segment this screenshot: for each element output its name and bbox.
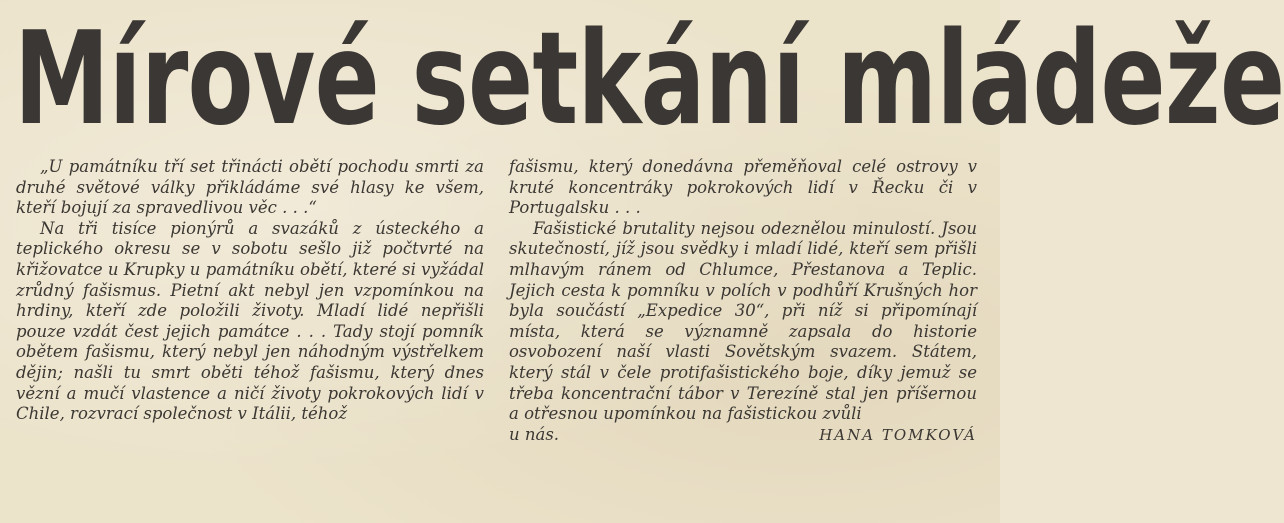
right-column bbox=[509, 157, 977, 445]
author-signature: HANA TOMKOVÁ bbox=[819, 425, 977, 444]
closing-line bbox=[509, 425, 977, 446]
headline: Mírové setkání mládeže bbox=[14, 5, 1284, 154]
paragraph: Fašistické brutality nejsou odeznělou minulostí. Jsou skutečností, jíž jsou svědky i mladí lidé, kteří sem přišli mlhavým ránem od Chlumce, Přestanova a Teplic. Jejich cesta k pomníku v polích v podhůří Krušných hor byla součástí „Expedice 30“, při níž si připomínají místa, která se významně zapsala do historie osvobození naší vlasti Sovětským svazem. Státem, který stál v čele protifašistického boje, díky jemuž se třeba koncentrační tábor v Terezíně stal jen příšernou a otřesnou upomínkou na fašistickou zvůli bbox=[509, 218, 977, 424]
left-column bbox=[16, 157, 484, 425]
closing-text: u nás. bbox=[509, 424, 560, 444]
paragraph: Na tři tisíce pionýrů a svazáků z ústeckého a teplického okresu se v sobotu sešlo již počtvrté na křižovatce u Krupky u památníku obětí, které si vyžádal zrůdný fašismus. Pietní akt nebyl jen vzpomínkou na hrdiny, kteří zde položili životy. Mladí lidé nepřišli pouze vzdát čest jejich památce . . . Tady stojí pomník obětem fašismu, který nebyl jen náhodným výstřelkem dějin; našli tu smrt oběti téhož fašismu, který dnes vězní a mučí vlastence a ničí životy pokrokových lidí v Chile, rozvrací společnost v Itálii, téhož bbox=[16, 218, 484, 424]
paragraph: „U památníku tří set třinácti obětí pochodu smrti za druhé světové války přikládáme své hlasy ke všem, kteří bojují za spravedlivou věc . . .“ bbox=[16, 157, 484, 218]
paragraph: fašismu, který donedávna přeměňoval celé ostrovy v kruté koncentráky pokrokových lidí v Řecku či v Portugalsku . . . bbox=[509, 157, 977, 218]
